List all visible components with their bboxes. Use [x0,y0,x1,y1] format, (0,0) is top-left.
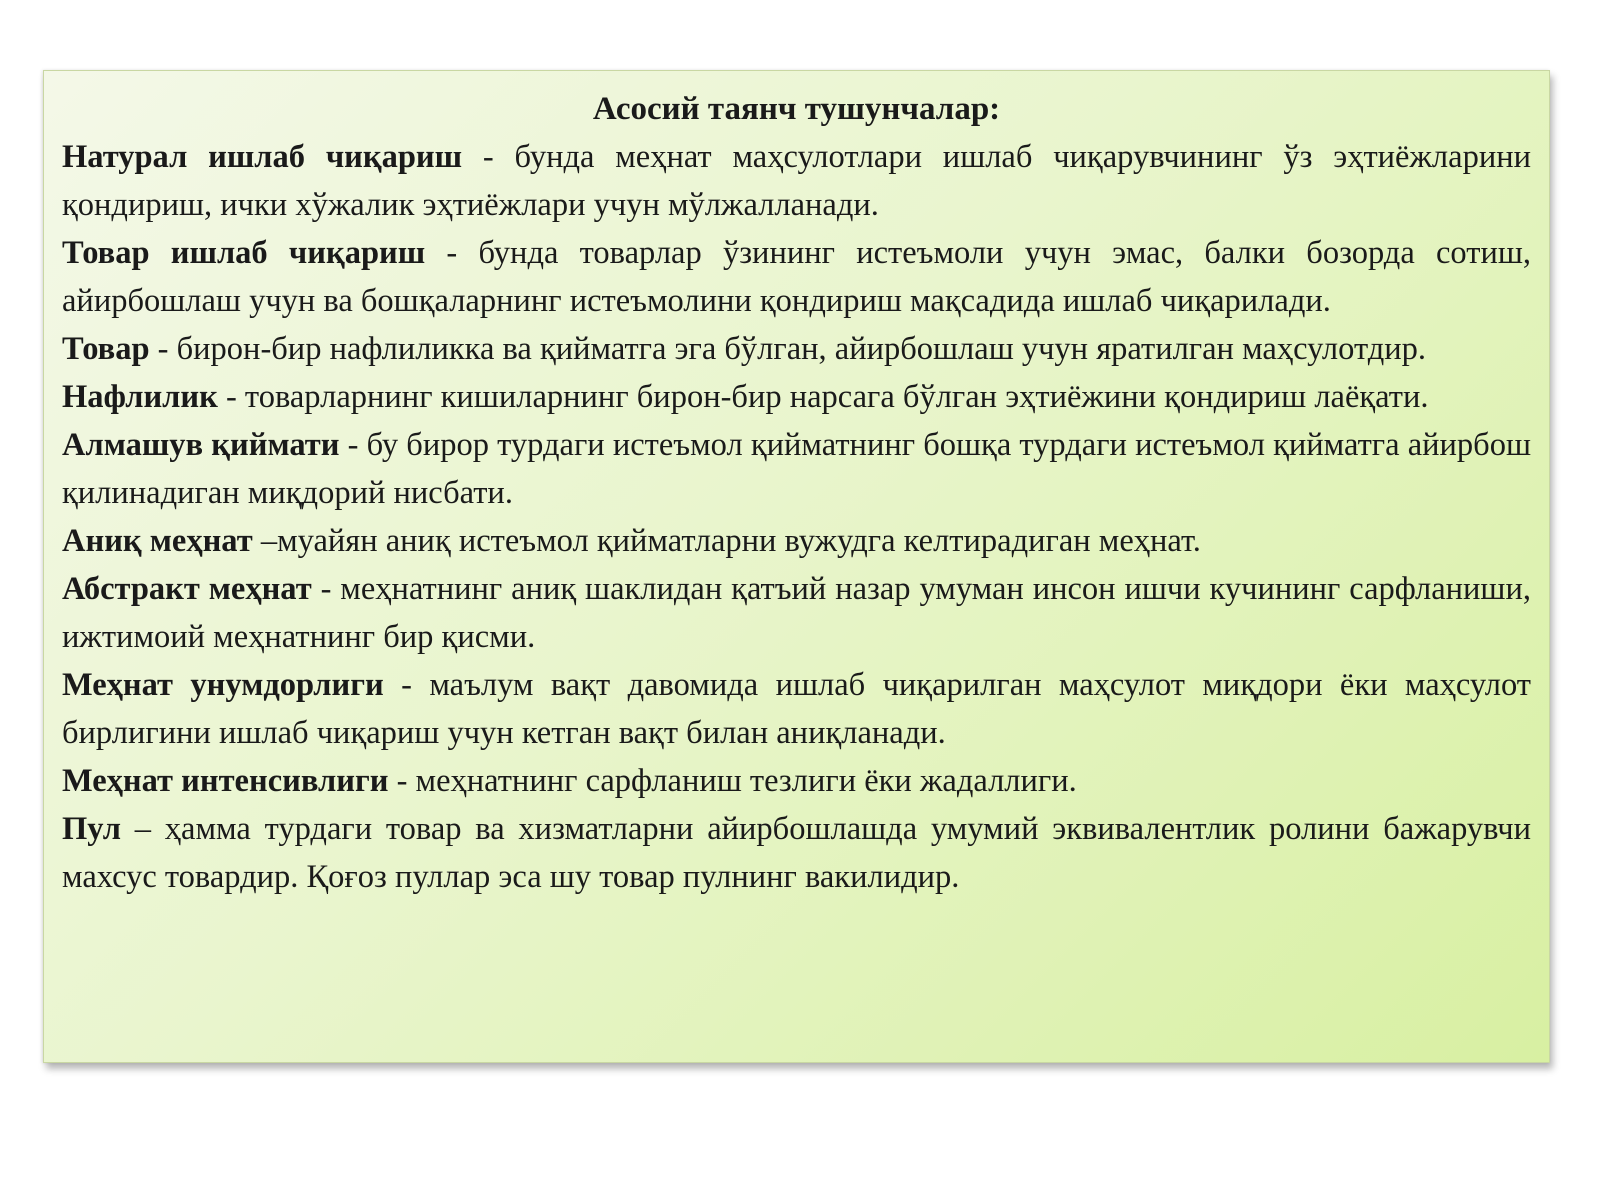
definition-text: – ҳамма турдаги товар ва хизматларни айирбошлашда умумий эквивалентлик ролини бажарувчи махсус товардир. Қоғоз пуллар эса шу товар пулнинг вакилидир. [62,811,1531,895]
definition-text: - меҳнатнинг сарфланиш тезлиги ёки жадаллиги. [388,763,1077,799]
definition-term: Аниқ меҳнат [62,523,253,559]
definition-term: Нафлилик [62,379,218,415]
definition-entry [62,373,1531,421]
definition-term: Товар ишлаб чиқариш [62,235,426,271]
definitions-card [43,70,1550,1063]
definition-text: - маълум вақт давомида ишлаб чиқарилган маҳсулот миқдори ёки маҳсулот бирлигини ишлаб чиқариш учун кетган вақт билан аниқланади. [62,667,1531,751]
definition-text: - товарларнинг кишиларнинг бирон-бир нарсага бўлган эҳтиёжини қондириш лаёқати. [217,379,1429,415]
definition-term: Натурал ишлаб чиқариш [62,139,463,175]
definition-term: Пул [62,811,121,847]
definition-term: Алмашув қиймати [62,427,340,463]
definition-entry [62,421,1531,517]
definition-text: - бунда меҳнат маҳсулотлари ишлаб чиқарувчининг ўз эҳтиёжларини қондириш, ички хўжалик эҳтиёжлари учун мўлжалланади. [62,139,1532,223]
definition-entry [62,133,1531,229]
definition-term: Товар [62,331,150,367]
definition-entry [62,229,1531,325]
definition-text: - бу бирор турдаги истеъмол қийматнинг бошқа турдаги истеъмол қийматга айирбош қилинадиган миқдорий нисбати. [62,427,1531,511]
definition-entry [62,325,1531,373]
definition-term: Абстракт меҳнат [62,571,312,607]
definition-text: - бирон-бир нафлиликка ва қийматга эга бўлган, айирбошлаш учун яратилган маҳсулотдир. [149,331,1427,367]
definition-entry [62,661,1531,757]
definition-entry [62,805,1531,901]
card-title: Асосий таянч тушунчалар: [592,91,1001,127]
definition-text: - меҳнатнинг аниқ шаклидан қатъий назар умуман инсон ишчи кучининг сарфланиши, ижтимоий меҳнатнинг бир қисми. [62,571,1531,655]
definition-entry [62,517,1531,565]
definition-entry [62,565,1531,661]
definition-term: Меҳнат интенсивлиги [62,763,389,799]
definition-term: Меҳнат унумдорлиги [62,667,384,703]
definition-text: - бунда товарлар ўзининг истеъмоли учун эмас, балки бозорда сотиш, айирбошлаш учун ва бошқаларнинг истеъмолини қондириш мақсадида ишлаб чиқарилади. [62,235,1531,319]
definition-entry [62,757,1531,805]
definition-text: –муайян аниқ истеъмол қийматларни вужудга келтирадиган меҳнат. [252,523,1201,559]
